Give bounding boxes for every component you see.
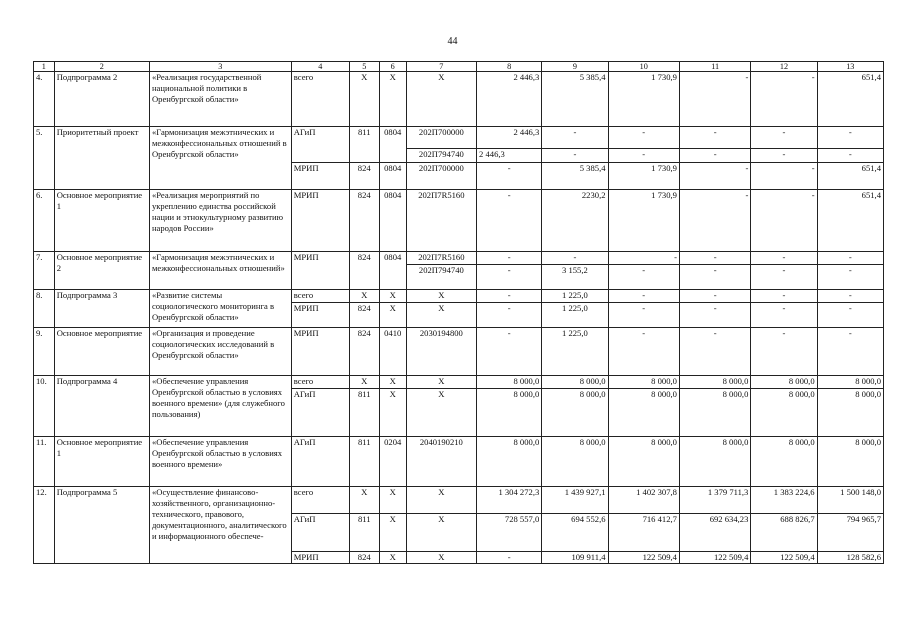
program-title: «Обеспечение управления Оренбургской областью в условиях военного времени» (для служебного пользования) xyxy=(149,376,291,437)
value-cell: 2230,2 xyxy=(542,190,608,252)
page-number: 44 xyxy=(447,36,458,47)
value-cell: - xyxy=(608,252,679,265)
value-cell: 1 225,0 xyxy=(542,290,608,303)
value-cell: 651,4 xyxy=(817,72,883,127)
value-cell: - xyxy=(608,149,679,163)
table-row xyxy=(34,376,884,389)
grbs-code: 811 xyxy=(349,437,379,487)
program-title: «Развитие системы социологического мониторинга в Оренбургской области» xyxy=(149,290,291,328)
executor: МРИП xyxy=(291,552,349,564)
program-title: «Осуществление финансово-хозяйственного, организационно-технического, правового, документационного, аналитического и информационного обеспече- xyxy=(149,487,291,564)
target-code: 202П794740 xyxy=(406,149,476,163)
value-cell: 2 446,3 xyxy=(477,149,542,163)
header-cell: 11 xyxy=(679,62,750,72)
section-code: Х xyxy=(379,290,406,303)
program-title: «Организация и проведение социологических исследований в Оренбургской области» xyxy=(149,328,291,376)
grbs-code: Х xyxy=(349,72,379,127)
executor: АГиП xyxy=(291,127,349,163)
program-title: «Гармонизация межэтнических и межконфессиональных отношений в Оренбургской области» xyxy=(149,127,291,190)
value-cell: 716 412,7 xyxy=(608,514,679,552)
target-code: 2030194800 xyxy=(406,328,476,376)
header-cell: 8 xyxy=(477,62,542,72)
value-cell: 128 582,6 xyxy=(817,552,883,564)
value-cell: - xyxy=(542,149,608,163)
value-cell: 8 000,0 xyxy=(608,437,679,487)
executor: МРИП xyxy=(291,303,349,328)
target-code: Х xyxy=(406,552,476,564)
executor: АГиП xyxy=(291,437,349,487)
executor: АГиП xyxy=(291,514,349,552)
grbs-code: Х xyxy=(349,487,379,514)
value-cell: 1 439 927,1 xyxy=(542,487,608,514)
executor: всего xyxy=(291,376,349,389)
value-cell: 8 000,0 xyxy=(751,389,817,437)
program-type: Подпрограмма 5 xyxy=(54,487,149,564)
section-code: 0804 xyxy=(379,127,406,163)
header-cell: 4 xyxy=(291,62,349,72)
value-cell: - xyxy=(679,328,750,376)
value-cell: 8 000,0 xyxy=(679,389,750,437)
grbs-code: 824 xyxy=(349,328,379,376)
target-code: Х xyxy=(406,376,476,389)
value-cell: 122 509,4 xyxy=(608,552,679,564)
value-cell: 8 000,0 xyxy=(679,437,750,487)
program-type: Приоритетный проект xyxy=(54,127,149,190)
section-code: Х xyxy=(379,303,406,328)
table-row xyxy=(34,487,884,514)
section-code: 0804 xyxy=(379,190,406,252)
value-cell: 794 965,7 xyxy=(817,514,883,552)
value-cell: 1 383 224,6 xyxy=(751,487,817,514)
value-cell: - xyxy=(608,265,679,290)
header-cell: 6 xyxy=(379,62,406,72)
value-cell: - xyxy=(679,265,750,290)
value-cell: - xyxy=(679,190,750,252)
table-row xyxy=(34,328,884,376)
value-cell: - xyxy=(751,252,817,265)
value-cell: - xyxy=(817,127,883,149)
value-cell: - xyxy=(542,252,608,265)
row-number: 5. xyxy=(34,127,55,190)
value-cell: 692 634,23 xyxy=(679,514,750,552)
value-cell: 651,4 xyxy=(817,190,883,252)
grbs-code: Х xyxy=(349,290,379,303)
value-cell: - xyxy=(477,552,542,564)
program-type: Основное мероприятие 2 xyxy=(54,252,149,290)
program-type: Основное мероприятие 1 xyxy=(54,190,149,252)
section-code: 0804 xyxy=(379,163,406,190)
section-code: Х xyxy=(379,514,406,552)
grbs-code: 824 xyxy=(349,552,379,564)
target-code: 2040190210 xyxy=(406,437,476,487)
program-type: Подпрограмма 3 xyxy=(54,290,149,328)
target-code: Х xyxy=(406,389,476,437)
value-cell: - xyxy=(817,252,883,265)
value-cell: 5 385,4 xyxy=(542,72,608,127)
header-cell: 5 xyxy=(349,62,379,72)
target-code: Х xyxy=(406,514,476,552)
executor: всего xyxy=(291,290,349,303)
value-cell: - xyxy=(817,265,883,290)
value-cell: - xyxy=(679,149,750,163)
header-row xyxy=(34,62,884,72)
section-code: Х xyxy=(379,389,406,437)
section-code: 0410 xyxy=(379,328,406,376)
executor: всего xyxy=(291,487,349,514)
value-cell: 1 304 272,3 xyxy=(477,487,542,514)
header-cell: 13 xyxy=(817,62,883,72)
program-title: «Реализация государственной национальной политики в Оренбургской области» xyxy=(149,72,291,127)
value-cell: 109 911,4 xyxy=(542,552,608,564)
row-number: 12. xyxy=(34,487,55,564)
value-cell: - xyxy=(477,252,542,265)
value-cell: 8 000,0 xyxy=(542,376,608,389)
table-row xyxy=(34,437,884,487)
executor: АГиП xyxy=(291,389,349,437)
grbs-code: 824 xyxy=(349,190,379,252)
value-cell: - xyxy=(751,127,817,149)
value-cell: - xyxy=(817,149,883,163)
header-cell: 7 xyxy=(406,62,476,72)
value-cell: - xyxy=(608,303,679,328)
executor: МРИП xyxy=(291,252,349,290)
target-code: 202П700000 xyxy=(406,163,476,190)
target-code: 202П7R5160 xyxy=(406,190,476,252)
value-cell: 8 000,0 xyxy=(817,376,883,389)
value-cell: 651,4 xyxy=(817,163,883,190)
row-number: 8. xyxy=(34,290,55,328)
grbs-code: 824 xyxy=(349,163,379,190)
value-cell: - xyxy=(679,72,750,127)
table-row xyxy=(34,72,884,127)
value-cell: 122 509,4 xyxy=(751,552,817,564)
value-cell: - xyxy=(542,127,608,149)
value-cell: 1 402 307,8 xyxy=(608,487,679,514)
grbs-code: 811 xyxy=(349,127,379,163)
value-cell: - xyxy=(477,190,542,252)
value-cell: 1 225,0 xyxy=(542,328,608,376)
header-cell: 3 xyxy=(149,62,291,72)
executor: МРИП xyxy=(291,163,349,190)
value-cell: 8 000,0 xyxy=(542,437,608,487)
target-code: 202П794740 xyxy=(406,265,476,290)
value-cell: - xyxy=(817,290,883,303)
value-cell: - xyxy=(751,163,817,190)
value-cell: 1 730,9 xyxy=(608,163,679,190)
value-cell: 122 509,4 xyxy=(679,552,750,564)
header-cell: 10 xyxy=(608,62,679,72)
value-cell: - xyxy=(679,290,750,303)
value-cell: - xyxy=(477,163,542,190)
program-finance-table xyxy=(33,61,884,564)
value-cell: - xyxy=(477,303,542,328)
value-cell: - xyxy=(477,328,542,376)
value-cell: - xyxy=(751,149,817,163)
executor: МРИП xyxy=(291,190,349,252)
value-cell: 2 446,3 xyxy=(477,72,542,127)
target-code: Х xyxy=(406,290,476,303)
program-title: «Реализация мероприятий по укреплению единства российской нации и этнокультурному развитию народов России» xyxy=(149,190,291,252)
row-number: 11. xyxy=(34,437,55,487)
value-cell: 8 000,0 xyxy=(817,389,883,437)
value-cell: - xyxy=(608,290,679,303)
section-code: Х xyxy=(379,487,406,514)
section-code: Х xyxy=(379,72,406,127)
table-row xyxy=(34,127,884,149)
program-title: «Обеспечение управления Оренбургской областью в условиях военного времени» xyxy=(149,437,291,487)
value-cell: 1 225,0 xyxy=(542,303,608,328)
value-cell: 1 730,9 xyxy=(608,72,679,127)
value-cell: 8 000,0 xyxy=(679,376,750,389)
value-cell: - xyxy=(751,265,817,290)
value-cell: - xyxy=(817,303,883,328)
executor: всего xyxy=(291,72,349,127)
program-type: Основное мероприятие 1 xyxy=(54,437,149,487)
value-cell: 2 446,3 xyxy=(477,127,542,149)
target-code: 202П700000 xyxy=(406,127,476,149)
value-cell: 8 000,0 xyxy=(477,376,542,389)
table-row xyxy=(34,252,884,265)
grbs-code: 811 xyxy=(349,514,379,552)
section-code: Х xyxy=(379,376,406,389)
program-title: «Гармонизация межэтнических и межконфессиональных отношений» xyxy=(149,252,291,290)
header-cell: 9 xyxy=(542,62,608,72)
program-type: Основное мероприятие xyxy=(54,328,149,376)
value-cell: 8 000,0 xyxy=(542,389,608,437)
value-cell: - xyxy=(751,328,817,376)
executor: МРИП xyxy=(291,328,349,376)
value-cell: - xyxy=(477,290,542,303)
row-number: 10. xyxy=(34,376,55,437)
value-cell: - xyxy=(751,190,817,252)
row-number: 9. xyxy=(34,328,55,376)
value-cell: - xyxy=(817,328,883,376)
header-cell: 12 xyxy=(751,62,817,72)
row-number: 7. xyxy=(34,252,55,290)
value-cell: 8 000,0 xyxy=(608,389,679,437)
value-cell: 1 730,9 xyxy=(608,190,679,252)
target-code: Х xyxy=(406,72,476,127)
value-cell: - xyxy=(477,265,542,290)
row-number: 4. xyxy=(34,72,55,127)
value-cell: 8 000,0 xyxy=(751,437,817,487)
table-row xyxy=(34,290,884,303)
grbs-code: 824 xyxy=(349,252,379,290)
value-cell: 3 155,2 xyxy=(542,265,608,290)
grbs-code: 811 xyxy=(349,389,379,437)
value-cell: 8 000,0 xyxy=(817,437,883,487)
value-cell: 728 557,0 xyxy=(477,514,542,552)
target-code: Х xyxy=(406,303,476,328)
value-cell: - xyxy=(608,328,679,376)
grbs-code: 824 xyxy=(349,303,379,328)
value-cell: 8 000,0 xyxy=(751,376,817,389)
target-code: 202П7R5160 xyxy=(406,252,476,265)
value-cell: - xyxy=(751,72,817,127)
value-cell: 5 385,4 xyxy=(542,163,608,190)
value-cell: 688 826,7 xyxy=(751,514,817,552)
value-cell: 8 000,0 xyxy=(608,376,679,389)
value-cell: 694 552,6 xyxy=(542,514,608,552)
section-code: 0204 xyxy=(379,437,406,487)
value-cell: - xyxy=(679,127,750,149)
target-code: Х xyxy=(406,487,476,514)
value-cell: - xyxy=(608,127,679,149)
row-number: 6. xyxy=(34,190,55,252)
section-code: 0804 xyxy=(379,252,406,290)
value-cell: 8 000,0 xyxy=(477,437,542,487)
value-cell: 8 000,0 xyxy=(477,389,542,437)
value-cell: - xyxy=(679,303,750,328)
header-cell: 1 xyxy=(34,62,55,72)
program-type: Подпрограмма 2 xyxy=(54,72,149,127)
value-cell: - xyxy=(679,252,750,265)
program-type: Подпрограмма 4 xyxy=(54,376,149,437)
value-cell: - xyxy=(679,163,750,190)
value-cell: - xyxy=(751,290,817,303)
value-cell: - xyxy=(751,303,817,328)
value-cell: 1 379 711,3 xyxy=(679,487,750,514)
value-cell: 1 500 148,0 xyxy=(817,487,883,514)
grbs-code: Х xyxy=(349,376,379,389)
header-cell: 2 xyxy=(54,62,149,72)
table-row xyxy=(34,190,884,252)
section-code: Х xyxy=(379,552,406,564)
